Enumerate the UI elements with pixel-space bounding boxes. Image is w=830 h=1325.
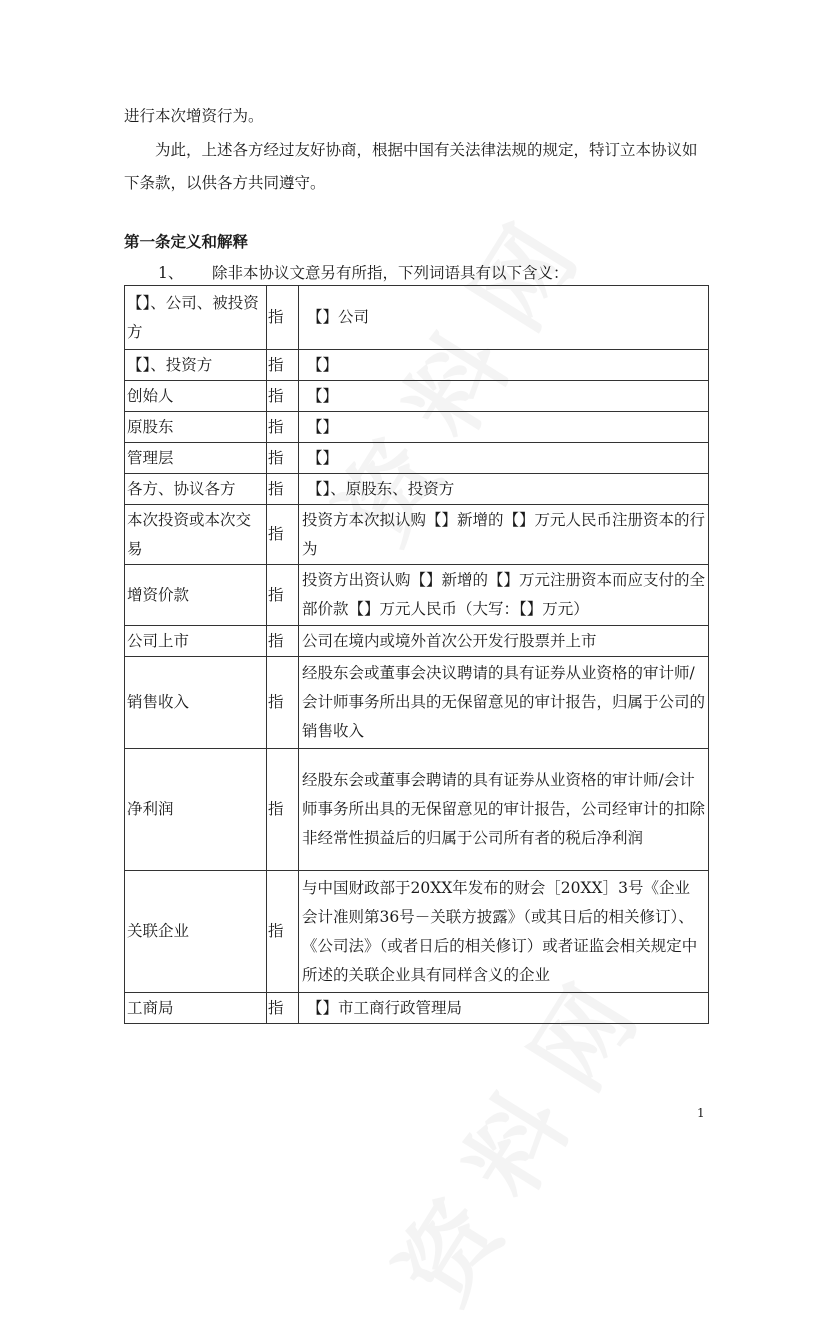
verb-cell: 指 [267,626,299,657]
verb-cell: 指 [267,381,299,412]
item-text: 除非本协议文意另有所指，下列词语具有以下含义： [212,264,569,282]
meaning-cell: 投资方出资认购【】新增的【】万元注册资本而应支付的全部价款【】万元人民币（大写：【】万元） [299,565,709,626]
term-cell: 【】、公司、被投资方 [125,286,267,350]
term-cell: 管理层 [125,443,267,474]
verb-cell: 指 [267,443,299,474]
verb-cell: 指 [267,871,299,993]
meaning-cell: 投资方本次拟认购【】新增的【】万元人民币注册资本的行为 [299,505,709,565]
meaning-cell: 与中国财政部于20XX年发布的财会［20XX］3号《企业会计准则第36号－关联方披露》（或其日后的相关修订）、《公司法》（或者日后的相关修订）或者证监会相关规定中所述的关联企业具有同样含义的企业 [299,871,709,993]
verb-cell: 指 [267,749,299,871]
intro-line-1: 进行本次增资行为。 [124,107,264,125]
meaning-cell: 【】 [299,381,709,412]
term-cell: 各方、协议各方 [125,474,267,505]
verb-cell: 指 [267,412,299,443]
verb-cell: 指 [267,657,299,749]
section-item [158,258,569,288]
table-row [125,286,709,350]
verb-cell: 指 [267,505,299,565]
table-row [125,565,709,626]
verb-cell: 指 [267,993,299,1024]
section-title: 第一条定义和解释 [124,232,249,251]
term-cell: 本次投资或本次交易 [125,505,267,565]
table-row [125,993,709,1024]
term-cell: 增资价款 [125,565,267,626]
term-cell: 【】、投资方 [125,350,267,381]
term-cell: 净利润 [125,749,267,871]
table-row [125,412,709,443]
verb-cell: 指 [267,565,299,626]
table-row [125,474,709,505]
verb-cell: 指 [267,474,299,505]
meaning-cell: 经股东会或董事会聘请的具有证券从业资格的审计师/会计师事务所出具的无保留意见的审计报告，公司经审计的扣除非经常性损益后的归属于公司所有者的税后净利润 [299,749,709,871]
term-cell: 销售收入 [125,657,267,749]
meaning-cell: 【】、原股东、投资方 [299,474,709,505]
term-cell: 关联企业 [125,871,267,993]
table-row [125,443,709,474]
item-number: 1、 [158,264,184,282]
meaning-cell: 【】公司 [299,286,709,350]
meaning-cell: 【】 [299,443,709,474]
page-number: 1 [697,1106,705,1120]
term-cell: 创始人 [125,381,267,412]
meaning-cell: 【】 [299,412,709,443]
table-row [125,626,709,657]
table-row [125,505,709,565]
verb-cell: 指 [267,286,299,350]
intro-paragraph: 为此，上述各方经过友好协商，根据中国有关法律法规的规定，特订立本协议如下条款，以供各方共同遵守。 [124,141,698,192]
table-row [125,350,709,381]
term-cell: 公司上市 [125,626,267,657]
table-row [125,657,709,749]
term-cell: 工商局 [125,993,267,1024]
table-row [125,381,709,412]
meaning-cell: 公司在境内或境外首次公开发行股票并上市 [299,626,709,657]
meaning-cell: 经股东会或董事会决议聘请的具有证券从业资格的审计师/会计师事务所出具的无保留意见的审计报告，归属于公司的销售收入 [299,657,709,749]
term-cell: 原股东 [125,412,267,443]
table-row [125,871,709,993]
meaning-cell: 【】 [299,350,709,381]
table-row [125,749,709,871]
meaning-cell: 【】市工商行政管理局 [299,993,709,1024]
verb-cell: 指 [267,350,299,381]
definitions-table [124,285,709,1024]
